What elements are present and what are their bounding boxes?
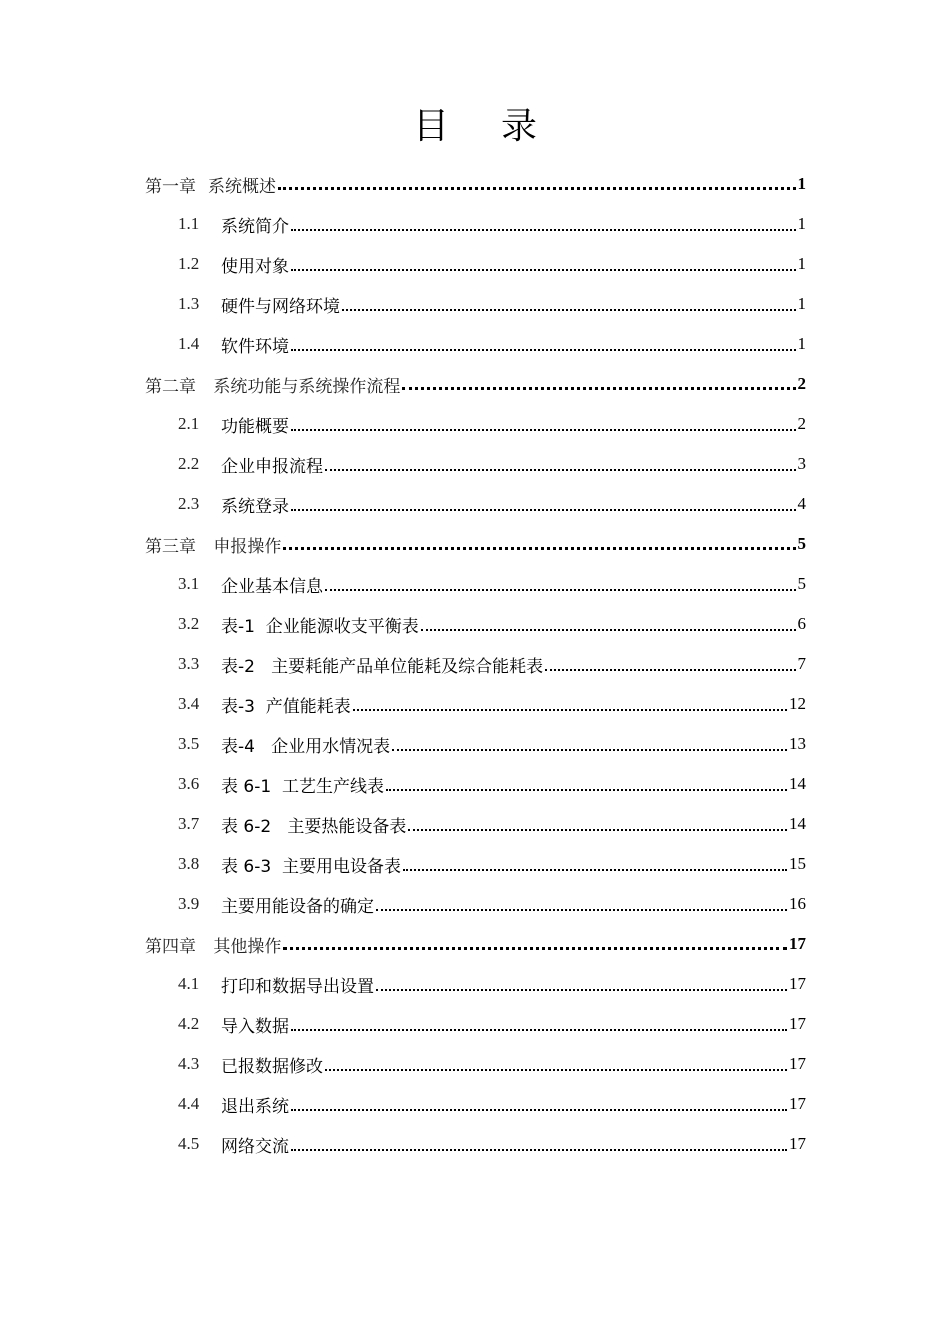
toc-entry-number: 4.2 <box>178 1014 200 1033</box>
toc-entry-title: 申报操作 <box>208 536 282 557</box>
toc-entry-number: 3.4 <box>178 694 200 713</box>
toc-section-entry[interactable] <box>145 884 806 924</box>
toc-dot-leader <box>283 946 787 950</box>
toc-entry-page-number: 1 <box>797 214 806 233</box>
toc-dot-leader <box>353 708 787 711</box>
toc-entry-page-number: 3 <box>797 454 806 473</box>
toc-dot-leader <box>291 428 796 431</box>
toc-entry-number: 3.9 <box>178 894 200 913</box>
toc-section-entry[interactable] <box>145 564 806 604</box>
toc-title: 目录 <box>412 106 589 147</box>
toc-entry-title: 使用对象 <box>221 256 289 277</box>
toc-entry-page-number: 17 <box>789 1014 806 1033</box>
toc-section-entry[interactable] <box>145 804 806 844</box>
toc-entry-number: 3.3 <box>178 654 200 673</box>
toc-entry-title: 表-4 企业用水情况表 <box>221 736 391 757</box>
toc-entry-title: 企业申报流程 <box>221 456 323 477</box>
toc-chapter-entry[interactable] <box>145 164 806 204</box>
toc-entry-number: 3.2 <box>178 614 200 633</box>
toc-entry-page-number: 16 <box>789 894 806 913</box>
toc-entry-page-number: 14 <box>789 774 806 793</box>
toc-dot-leader <box>545 668 795 671</box>
toc-section-entry[interactable] <box>145 324 806 364</box>
toc-entry-page-number: 5 <box>797 534 806 553</box>
toc-entry-number: 4.1 <box>178 974 200 993</box>
toc-chapter-entry[interactable] <box>145 364 806 404</box>
toc-section-entry[interactable] <box>145 204 806 244</box>
toc-entry-number: 4.5 <box>178 1134 200 1153</box>
toc-entry-page-number: 17 <box>789 974 806 993</box>
toc-entry-title: 系统简介 <box>221 216 289 237</box>
toc-dot-leader <box>278 186 796 190</box>
toc-section-entry[interactable] <box>145 764 806 804</box>
toc-section-entry[interactable] <box>145 1124 806 1164</box>
toc-entry-title: 功能概要 <box>221 416 289 437</box>
toc-entry-title: 表 6-1 工艺生产线表 <box>221 776 384 797</box>
toc-section-entry[interactable] <box>145 604 806 644</box>
toc-chapter-entry[interactable] <box>145 924 806 964</box>
toc-dot-leader <box>291 1148 787 1151</box>
toc-section-entry[interactable] <box>145 684 806 724</box>
toc-list <box>145 164 806 1164</box>
toc-dot-leader <box>291 1108 787 1111</box>
toc-dot-leader <box>291 228 796 231</box>
toc-entry-title: 企业基本信息 <box>221 576 323 597</box>
toc-dot-leader <box>376 988 787 991</box>
toc-entry-page-number: 15 <box>789 854 806 873</box>
toc-dot-leader <box>283 546 795 550</box>
toc-section-entry[interactable] <box>145 1084 806 1124</box>
toc-section-entry[interactable] <box>145 484 806 524</box>
toc-entry-title: 系统功能与系统操作流程 <box>208 376 401 397</box>
toc-entry-page-number: 7 <box>797 654 806 673</box>
toc-entry-title: 系统概述 <box>208 176 276 197</box>
toc-dot-leader <box>421 628 796 631</box>
toc-entry-number: 4.3 <box>178 1054 200 1073</box>
toc-entry-number: 3.1 <box>178 574 200 593</box>
toc-entry-page-number: 1 <box>797 294 806 313</box>
toc-section-entry[interactable] <box>145 444 806 484</box>
toc-entry-title: 网络交流 <box>221 1136 289 1157</box>
toc-dot-leader <box>325 1068 787 1071</box>
toc-dot-leader <box>386 788 787 791</box>
toc-entry-number: 3.6 <box>178 774 200 793</box>
toc-entry-title: 系统登录 <box>221 496 289 517</box>
toc-dot-leader <box>291 508 796 511</box>
toc-entry-page-number: 2 <box>797 374 806 393</box>
toc-entry-number: 2.1 <box>178 414 200 433</box>
toc-dot-leader <box>376 908 787 911</box>
toc-dot-leader <box>291 348 796 351</box>
toc-section-entry[interactable] <box>145 964 806 1004</box>
toc-entry-number: 第四章 <box>145 936 196 957</box>
toc-dot-leader <box>291 1028 787 1031</box>
toc-section-entry[interactable] <box>145 644 806 684</box>
toc-section-entry[interactable] <box>145 404 806 444</box>
toc-entry-title: 表-3 产值能耗表 <box>221 696 351 717</box>
toc-entry-page-number: 1 <box>797 174 806 193</box>
toc-entry-number: 2.3 <box>178 494 200 513</box>
toc-entry-number: 3.7 <box>178 814 200 833</box>
toc-dot-leader <box>325 468 796 471</box>
toc-entry-title: 软件环境 <box>221 336 289 357</box>
toc-dot-leader <box>392 748 787 751</box>
toc-section-entry[interactable] <box>145 724 806 764</box>
toc-entry-page-number: 4 <box>797 494 806 513</box>
toc-entry-number: 4.4 <box>178 1094 200 1113</box>
toc-entry-title: 打印和数据导出设置 <box>221 976 374 997</box>
toc-entry-number: 第二章 <box>145 376 196 397</box>
toc-entry-number: 第三章 <box>145 536 196 557</box>
toc-entry-title: 已报数据修改 <box>221 1056 323 1077</box>
toc-section-entry[interactable] <box>145 1044 806 1084</box>
toc-entry-page-number: 17 <box>789 1054 806 1073</box>
toc-entry-number: 1.3 <box>178 294 200 313</box>
toc-entry-page-number: 1 <box>797 334 806 353</box>
toc-entry-number: 3.8 <box>178 854 200 873</box>
toc-chapter-entry[interactable] <box>145 524 806 564</box>
toc-dot-leader <box>403 868 787 871</box>
toc-dot-leader <box>342 308 796 311</box>
toc-entry-title: 表-1 企业能源收支平衡表 <box>221 616 419 637</box>
toc-entry-page-number: 17 <box>789 1134 806 1153</box>
toc-entry-page-number: 17 <box>789 934 806 953</box>
toc-entry-page-number: 2 <box>797 414 806 433</box>
toc-entry-page-number: 5 <box>797 574 806 593</box>
toc-entry-number: 1.1 <box>178 214 200 233</box>
toc-entry-number: 1.4 <box>178 334 200 353</box>
toc-entry-title: 表 6-3 主要用电设备表 <box>221 856 401 877</box>
toc-dot-leader <box>325 588 796 591</box>
toc-entry-title: 表 6-2 主要热能设备表 <box>221 816 407 837</box>
toc-entry-page-number: 6 <box>797 614 806 633</box>
toc-section-entry[interactable] <box>145 844 806 884</box>
toc-dot-leader <box>408 828 787 831</box>
toc-section-entry[interactable] <box>145 284 806 324</box>
toc-section-entry[interactable] <box>145 244 806 284</box>
toc-entry-title: 其他操作 <box>208 936 282 957</box>
toc-entry-title: 退出系统 <box>221 1096 289 1117</box>
toc-entry-number: 1.2 <box>178 254 200 273</box>
toc-entry-page-number: 13 <box>789 734 806 753</box>
toc-section-entry[interactable] <box>145 1004 806 1044</box>
toc-dot-leader <box>402 386 795 390</box>
toc-entry-title: 硬件与网络环境 <box>221 296 340 317</box>
toc-entry-page-number: 12 <box>789 694 806 713</box>
toc-entry-title: 表-2 主要耗能产品单位能耗及综合能耗表 <box>221 656 544 677</box>
toc-entry-number: 2.2 <box>178 454 200 473</box>
toc-entry-title: 主要用能设备的确定 <box>221 896 374 917</box>
toc-entry-number: 第一章 <box>145 176 196 197</box>
toc-entry-page-number: 17 <box>789 1094 806 1113</box>
toc-entry-page-number: 1 <box>797 254 806 273</box>
toc-entry-title: 导入数据 <box>221 1016 289 1037</box>
toc-entry-page-number: 14 <box>789 814 806 833</box>
toc-dot-leader <box>291 268 796 271</box>
toc-entry-number: 3.5 <box>178 734 200 753</box>
